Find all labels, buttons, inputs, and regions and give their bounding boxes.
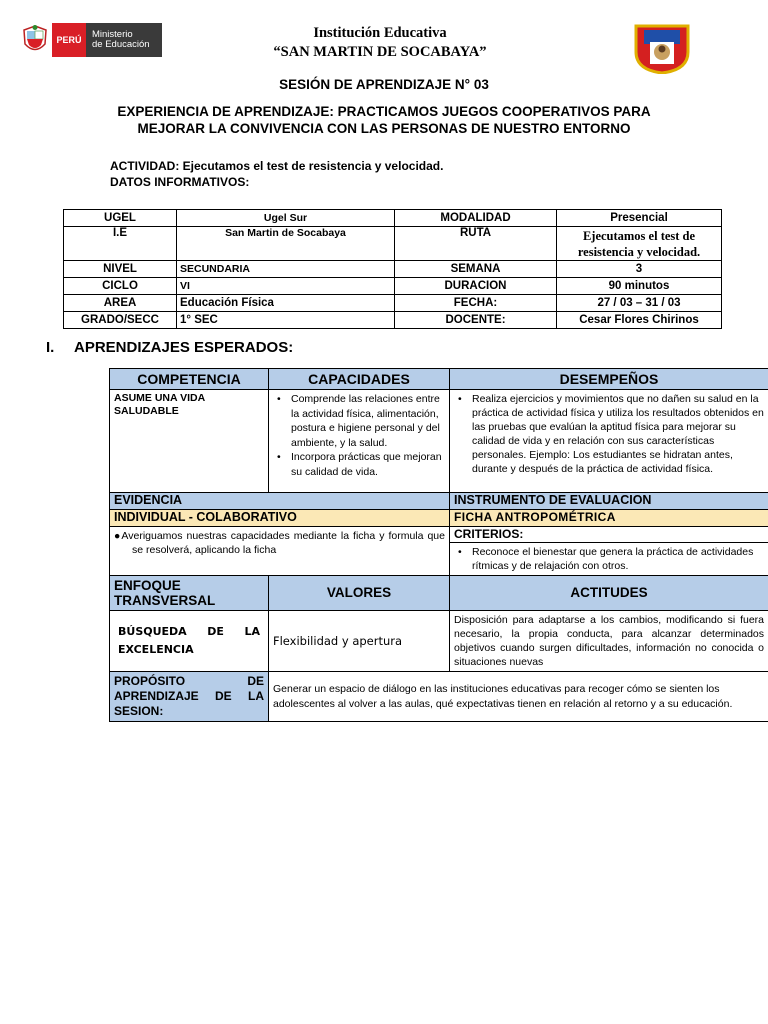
ciclo-value: VI: [177, 278, 395, 295]
docente-value: Cesar Flores Chirinos: [557, 312, 722, 329]
semana-value: 3: [557, 261, 722, 278]
ie-value: San Martin de Socabaya: [177, 227, 395, 261]
criterios-header: CRITERIOS:: [450, 527, 768, 543]
competencia-header: COMPETENCIA: [110, 369, 269, 390]
proposito-header: PROPÓSITO DE APRENDIZAJE DE LA SESION:: [110, 672, 269, 722]
valores-cell: Flexibilidad y apertura: [269, 611, 450, 672]
table-row: [110, 369, 768, 390]
actitudes-header: ACTITUDES: [450, 576, 768, 611]
table-row: [64, 312, 722, 329]
nivel-label: NIVEL: [64, 261, 177, 278]
table-row: [64, 278, 722, 295]
ruta-value: Ejecutamos el test de resistencia y velocidad.: [557, 227, 722, 261]
page-header: [0, 0, 768, 75]
table-row: [110, 672, 768, 722]
list-item: • Reconoce el bienestar que genera la práctica de actividades rítmicas y de relajación con otros.: [454, 545, 764, 573]
datos-heading: DATOS INFORMATIVOS:: [110, 175, 250, 189]
desempenos-header: DESEMPEÑOS: [450, 369, 768, 390]
valores-header: VALORES: [269, 576, 450, 611]
nivel-value: SECUNDARIA: [177, 261, 395, 278]
fecha-label: FECHA:: [395, 295, 557, 312]
list-item: • Realiza ejercicios y movimientos que no dañen su salud en la práctica de actividad física y utiliza los resultados obtenidos en las pruebas que evalúan la aptitud física para mejorar su calidad de vida y en relación con sus características personales. Ejemplo: Los estudiantes se hidratan antes, durante y después de la práctica de actividad física.: [454, 392, 764, 476]
grado-label: GRADO/SECC: [64, 312, 177, 329]
school-crest-icon: [632, 22, 692, 74]
duracion-value: 90 minutos: [557, 278, 722, 295]
session-title: SESIÓN DE APRENDIZAJE N° 03: [279, 77, 489, 92]
activity-block: [110, 158, 443, 190]
area-value: Educación Física: [177, 295, 395, 312]
ministry-logo: [22, 22, 164, 58]
experience-title: EXPERIENCIA DE APRENDIZAJE: PRACTICAMOS JUEGOS COOPERATIVOS PARA MEJORAR LA CONVIVENCIA CON LAS PERSONAS DE NUESTRO ENTORNO: [117, 104, 651, 136]
evidencia-header: EVIDENCIA: [110, 493, 450, 510]
instrumento-header: INSTRUMENTO DE EVALUACION: [450, 493, 768, 510]
section-title: APRENDIZAJES ESPERADOS:: [74, 339, 294, 356]
list-item: • Comprende las relaciones entre la actividad física, alimentación, postura e higiene personal y del ambiente, y la salud.: [273, 392, 445, 450]
docente-label: DOCENTE:: [395, 312, 557, 329]
table-row: [64, 210, 722, 227]
ministry-label: Ministerio de Educación: [86, 23, 162, 57]
table-row: [64, 261, 722, 278]
table-row: [110, 527, 768, 543]
enfoque-header: ENFOQUE TRANSVERSAL: [110, 576, 269, 611]
peru-label: PERÚ: [52, 23, 86, 57]
desempenos-list: [454, 392, 764, 476]
evidencia-cell: [110, 527, 450, 576]
info-table: [63, 209, 722, 329]
ugel-value: Ugel Sur: [177, 210, 395, 227]
learning-table: [109, 368, 768, 722]
table-row: [64, 295, 722, 312]
school-title: Institución Educativa “SAN MARTIN DE SOCABAYA”: [273, 25, 487, 60]
competencia-cell: ASUME UNA VIDA SALUDABLE: [110, 390, 269, 493]
modalidad-value: Presencial: [557, 210, 722, 227]
grado-value: 1° SEC: [177, 312, 395, 329]
modalidad-label: MODALIDAD: [395, 210, 557, 227]
area-label: AREA: [64, 295, 177, 312]
table-row: [110, 510, 768, 527]
table-row: [110, 390, 768, 493]
actitudes-cell: Disposición para adaptarse a los cambios, modificando si fuera necesario, la propia conducta, para alcanzar determinados objetivos cuando surgen dificultades, información no conocida o situaciones nuevas: [450, 611, 768, 672]
ciclo-label: CICLO: [64, 278, 177, 295]
section-heading: [46, 339, 293, 356]
activity-text: ACTIVIDAD: Ejecutamos el test de resistencia y velocidad.: [110, 159, 444, 173]
desempenos-cell: [450, 390, 768, 493]
table-row: [110, 493, 768, 510]
proposito-cell: Generar un espacio de diálogo en las instituciones educativas para recoger cómo se sienten los adolescentes al volver a las aulas, qué expectativas tienen en relación al retorno y a su educación.: [269, 672, 768, 722]
evidencia-item: ●Averiguamos nuestras capacidades mediante la ficha y formula que se resolverá, aplicando la ficha: [114, 530, 445, 556]
enfoque-cell: BÚSQUEDA DE LA EXCELENCIA: [110, 611, 269, 672]
peru-shield-icon: [22, 24, 48, 56]
duracion-label: DURACION: [395, 278, 557, 295]
semana-label: SEMANA: [395, 261, 557, 278]
fecha-value: 27 / 03 – 31 / 03: [557, 295, 722, 312]
ficha-antropometrica: FICHA ANTROPOMÉTRICA: [450, 510, 768, 527]
table-row: [110, 611, 768, 672]
capacidades-header: CAPACIDADES: [269, 369, 450, 390]
section-number: I.: [46, 339, 55, 356]
ie-label: I.E: [64, 227, 177, 261]
ruta-label: RUTA: [395, 227, 557, 261]
individual-colaborativo: INDIVIDUAL - COLABORATIVO: [110, 510, 450, 527]
list-item: • Incorpora prácticas que mejoran su calidad de vida.: [273, 450, 445, 479]
capacidades-cell: [269, 390, 450, 493]
ugel-label: UGEL: [64, 210, 177, 227]
criterios-cell: [450, 543, 768, 576]
criterios-list: [454, 545, 764, 573]
table-row: [110, 576, 768, 611]
table-row: [64, 227, 722, 261]
capacidades-list: [273, 392, 445, 479]
